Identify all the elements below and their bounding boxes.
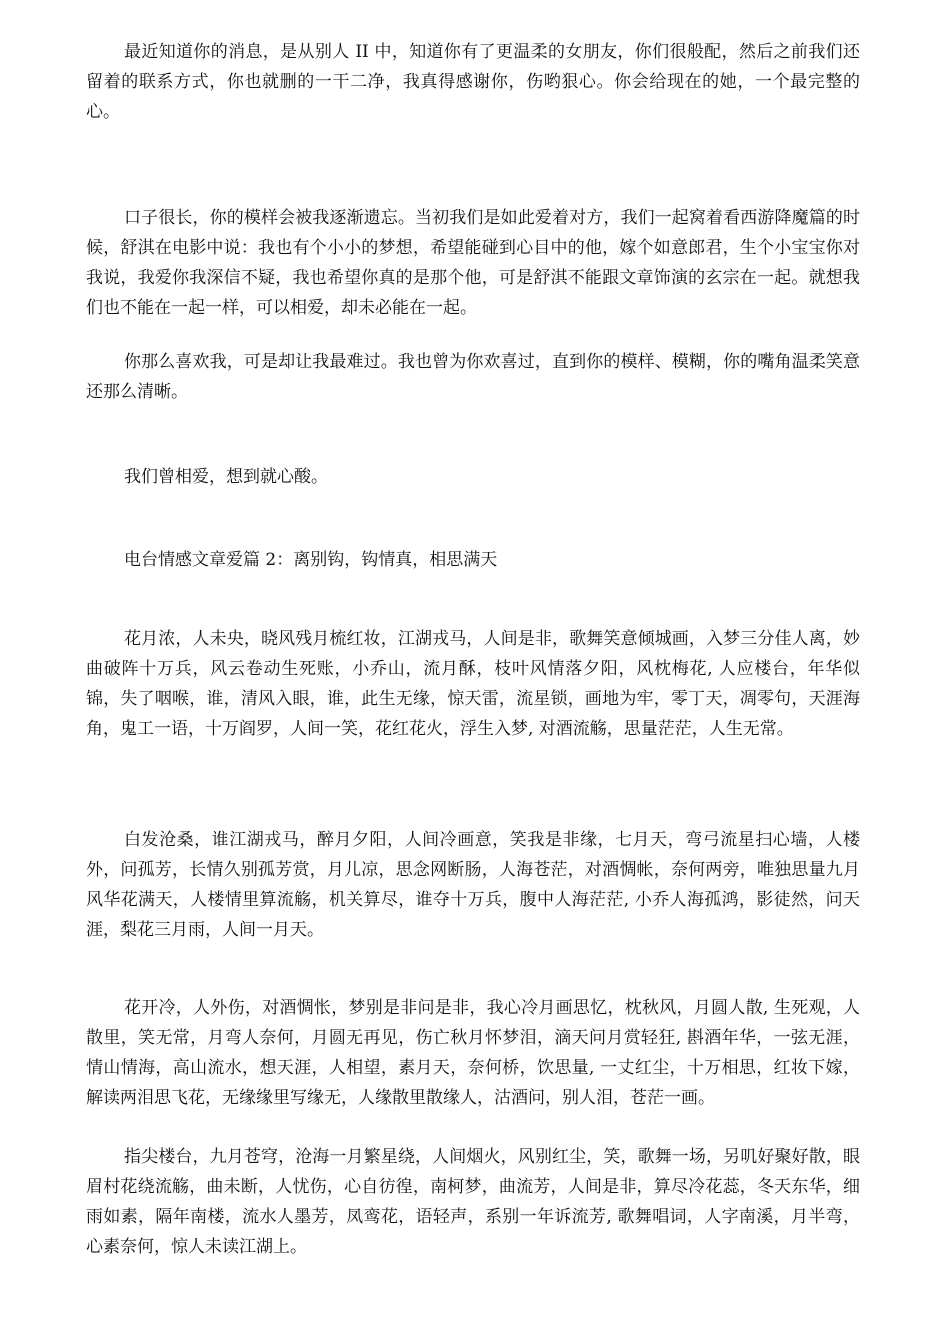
paragraph-7: 花开冷，人外伤，对酒惆怅，梦别是非问是非，我心冷月画思忆，枕秋风，月圆人散, 生死观，人散里，笑无常，月弯人奈何，月圆无再见，伤亡秋月怀梦泪，滴天问月赏轻狂, 斟酒年华，一弦无涯，情山情海，高山流水，想天涯，人相望，素月天，奈何桥，饮思量, 一丈红尘，十万相思，红妆下嫁，解读两泪思飞花，无缘缘里写缘无，人缘散里散缘人，沽酒问，别人泪，苍茫一画。 bbox=[86, 998, 860, 1108]
paragraph-8: 指尖楼台，九月苍穹，沧海一月繁星绕，人间烟火，风别红尘，笑，歌舞一场，另叽好聚好散，眼眉村花绕流觞，曲未断，人忧伤，心自彷徨，南柯梦，曲流芳，人间是非，算尽冷花蕊，冬天东华，细雨如素，隔年南楼，流水人墨芳，凤鸾花，语轻声，系别一年诉流芳, 歌舞唱词，人字南溪，月半弯，心素奈何，惊人未读江湖上。 bbox=[86, 1147, 860, 1257]
paragraph-5: 花月浓，人未央，晓风残月梳红妆，江湖戎马，人间是非，歌舞笑意倾城画，入梦三分佳人离，妙曲破阵十万兵，风云卷动生死账，小乔山，流月酥，枝叶风情落夕阳，风枕梅花, 人应楼台，年华似锦，失了咽喉，谁，清风入眼，谁，此生无缘，惊天雷，流星锁，画地为牢，零丁天，凋零句，天涯海角，鬼工一语，十万阎罗，人间一笑，花红花火，浮生入梦, 对酒流觞，思量茫茫，人生无常。 bbox=[86, 629, 860, 739]
section-heading: 电台情感文章爱篇 2：离别钩，钩情真，相思满天 bbox=[124, 550, 498, 570]
paragraph-4: 我们曾相爱，想到就心酸。 bbox=[124, 467, 328, 487]
paragraph-3: 你那么喜欢我，可是却让我最难过。我也曾为你欢喜过，直到你的模样、模糊，你的嘴角温柔笑意还那么清晰。 bbox=[86, 352, 860, 402]
paragraph-2: 口子很长，你的模样会被我逐渐遗忘。当初我们是如此爱着对方，我们一起窝着看西游降魔篇的时候，舒淇在电影中说：我也有个小小的梦想，希望能碰到心目中的他，嫁个如意郎君，生个小宝宝你对我说，我爱你我深信不疑，我也希望你真的是那个他，可是舒淇不能跟文章饰演的玄宗在一起。就想我们也不能在一起一样，可以相爱，却未必能在一起。 bbox=[86, 208, 860, 318]
paragraph-1: 最近知道你的消息，是从别人 II 中，知道你有了更温柔的女朋友，你们很般配，然后之前我们还留着的联系方式，你也就删的一干二净，我真得感谢你，伤哟狠心。你会给现在的她，一个最完整的心。 bbox=[86, 42, 860, 122]
paragraph-6: 白发沧桑，谁江湖戎马，醉月夕阳，人间冷画意，笑我是非缘，七月天，弯弓流星扫心墙，人楼外，问孤芳，长情久别孤芳赏，月儿凉，思念网断肠，人海苍茫，对酒惆帐，奈何两旁，唯独思量九月风华花满天，人楼情里算流觞，机关算尽，谁夺十万兵，腹中人海茫茫, 小乔人海孤鸿，影徒然，问天涯，梨花三月雨，人间一月天。 bbox=[86, 830, 860, 940]
